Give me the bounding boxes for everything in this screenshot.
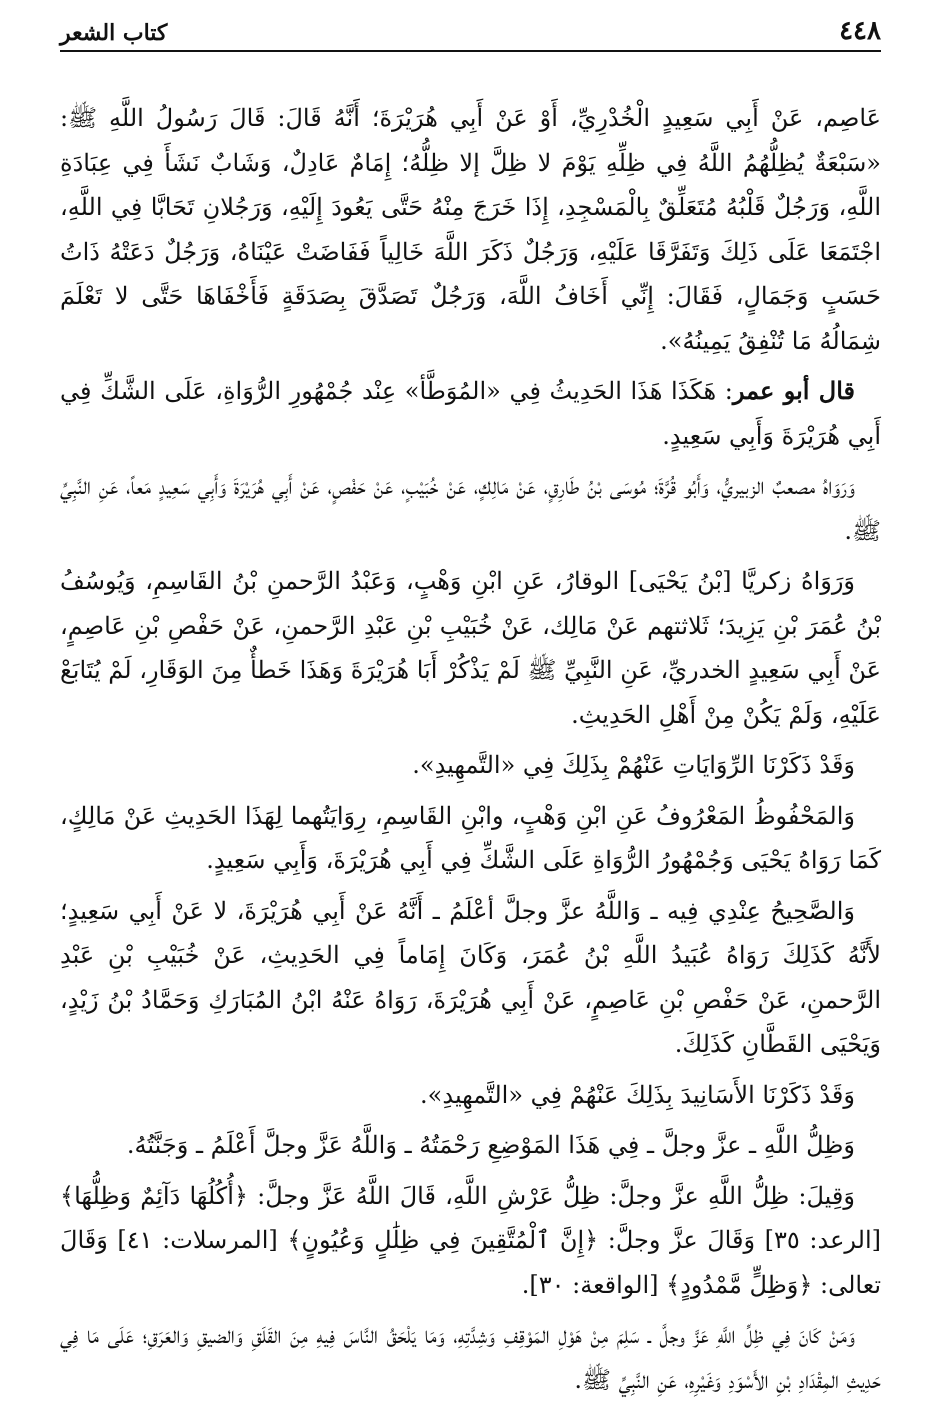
- paragraph: وَقَدْ ذَكَرْنَا الرِّوَايَاتِ عَنْهُمْ بِذَلِكَ فِي «التَّمهِيدِ».: [412, 751, 855, 779]
- book-title: كتاب الشعر: [60, 20, 168, 46]
- paragraph: وَظِلُّ اللَّهِ ـ عزَّ وجلَّ ـ فِي هَذَا المَوْضِعِ رَحْمَتُهُ ـ وَاللَّهُ عَزَّ وجلَّ أَعْلَمُ ـ وَجَنَّتُهُ.: [126, 1131, 855, 1159]
- body-text: [60, 96, 881, 1408]
- paragraph: وَرَوَاهُ زكريَّا [بْنُ يَحْيَى] الوقارُ، عَنِ ابْنِ وَهْبٍ، وَعَبْدُ الرَّحمنِ بْنُ القَاسِمِ، وَيُوسُفُ بْنُ عُمَرَ بْنِ يَزِيدَ؛ ثَلاثتهم عَنْ مَالِك، عَنْ خُبَيْبِ بْنِ عَبْدِ الرَّحمنِ، عَنْ حَفْصِ بْنِ عَاصِمٍ، عَنْ أَبِي سَعِيدٍ الخدريِّ، عَنِ النَّبِيِّ ﷺ لَمْ يَذْكُرْ أَبَا هُرَيْرَةَ وَهَذَا خَطأٌ مِنَ الوَقَارِ، لَمْ يُتَابَعْ عَلَيْهِ، وَلَمْ يَكُنْ مِنْ أَهْلِ الحَدِيثِ.: [59, 567, 881, 729]
- speaker-label: قال أبو عمر: [732, 376, 856, 405]
- paragraph: وَمَنْ كَانَ فِي ظِلِّ اللَّهِ عَزَّ وجلَّ ـ سَلِمَ مِنْ هَوْلِ المَوْقِفِ وَشِدَّتِهِ، وَمَا يَلْحَقُ النَّاسَ فِيهِ مِنَ القَلَقِ وَالضيقِ وَالعَرَقِ؛ عَلَى مَا فِي حَدِيثِ المِقْدَادِ بْنِ الأَسْوَدِ وَغَيْرِهِ، عَنِ النَّبِيِّ ﷺ.: [60, 1321, 881, 1394]
- paragraph: وَالمَحْفُوظُ المَعْرُوفُ عَنِ ابْنِ وَهْبٍ، وابْنِ القَاسِمِ، رِوَايَتُهما لِهَذَا الحَدِيثِ عَنْ مَالِكٍ، كَمَا رَوَاهُ يَحْيَى وَجُمْهُورُ الرُّوَاةِ عَلَى الشَّكِّ فِي أَبِي هُرَيْرَةَ، وَأَبِي سَعِيدٍ.: [60, 801, 881, 874]
- paragraph-abu-umar: قال أبو عمر: هَكَذَا هَذَا الحَدِيثُ فِي «المُوَطَّأ» عِنْد جُمْهُورِ الرُّوَاةِ، عَلَى الشَّكِّ فِي أَبِي هُرَيْرَةَ وَأَبِي سَعِيدٍ.: [60, 376, 881, 450]
- paragraph-verses: وَقِيلَ: ظِلُّ اللَّهِ عزَّ وجلَّ: ظِلُّ عَرْشِ اللَّهِ، قَالَ اللَّهُ عَزَّ وجلَّ: ﴿أُكُلُهَا دَآئِمٌ وَظِلُّهَا﴾ [الرعد: ٣٥] وَقَالَ عزَّ وجلَّ: ﴿إِنَّ ٱلْمُتَّقِينَ فِي ظِلَٰلٍ وَعُيُونٍ﴾ [المرسلات: ٤١] وَقَالَ تعالى: ﴿وَظِلٍّ مَّمْدُودٍ﴾ [الواقعة: ٣٠].: [60, 1181, 881, 1299]
- paragraph: وَقَدْ ذَكَرْنَا الأَسَانِيدَ بِذَلِكَ عَنْهُمْ فِي «التَّمهِيدِ».: [420, 1080, 855, 1109]
- page-header: [60, 8, 881, 52]
- page-number: ٤٤٨: [839, 16, 881, 46]
- paragraph-hadith: عَاصِم، عَنْ أَبِي سَعِيدٍ الْخُدْرِيِّ، أَوْ عَنْ أَبِي هُرَيْرَةَ؛ أَنَّهُ قَالَ: قَالَ رَسُولُ اللَّهِ ﷺ: «سَبْعَةٌ يُظِلُّهُمُ اللَّهُ فِي ظِلِّهِ يَوْمَ لا ظِلَّ إلا ظِلُّهُ؛ إِمَامٌ عَادِلٌ، وَشَابٌ نَشَأَ فِي عِبَادَةِ اللَّهِ، وَرَجُلٌ قَلْبُهُ مُتَعَلِّقٌ بِالْمَسْجِدِ، إِذَا خَرَجَ مِنْهُ حَتَّى يَعُودَ إِلَيْهِ، وَرَجُلانِ تَحَابَّا فِي اللَّهِ، اجْتَمَعَا عَلَى ذَلِكَ وَتَفَرَّقَا عَلَيْهِ، وَرَجُلٌ ذَكَرَ اللَّهَ خَالِياً فَفَاضَتْ عَيْنَاهُ، وَرَجُلٌ دَعَتْهُ ذَاتُ حَسَبٍ وَجَمَالٍ، فَقَالَ: إِنِّي أَخَافُ اللَّهَ، وَرَجُلٌ تَصَدَّقَ بِصَدَقَةٍ فَأَخْفَاهَا حَتَّى لا تَعْلَمَ شِمَالُهُ مَا تُنْفِقُ يَمِينُهُ».: [60, 104, 881, 355]
- paragraph: وَرَوَاهُ مصعبٌ الزبيريُّ، وَأَبُو قُرَّةَ؛ مُوسَى بْنُ طَارِقٍ، عَنْ مَالِكٍ، عَنْ خُبَيْبٍ، عَنْ حَفْصٍ، عَنْ أَبِي هُرَيْرَةَ وَأَبِي سَعِيدٍ مَعاً، عَنِ النَّبِيِّ ﷺ.: [60, 472, 881, 545]
- paragraph: وَالصَّحِيحُ عِنْدِي فِيه ـ وَاللَّهُ عزَّ وجلَّ أعْلَمُ ـ أَنَّهُ عَنْ أَبِي هُرَيْرَةَ، لا عَنْ أَبِي سَعِيدٍ؛ لأَنَّهُ كَذَلِكَ رَوَاهُ عُبَيدُ اللَّهِ بْنُ عُمَرَ، وَكَانَ إِمَاماً فِي الحَدِيثِ، عَنْ خُبَيْبِ بْنِ عَبْدِ الرَّحمنِ، عَنْ حَفْصِ بْنِ عَاصِمٍ، عَنْ أَبِي هُرَيْرَةَ، رَوَاهُ عَنْهُ ابْنُ المُبَارَكِ وَحَمَّادُ بْنُ زَيْدٍ، وَيَحْيَى القَطَّانِ كَذَلِكَ.: [60, 896, 881, 1058]
